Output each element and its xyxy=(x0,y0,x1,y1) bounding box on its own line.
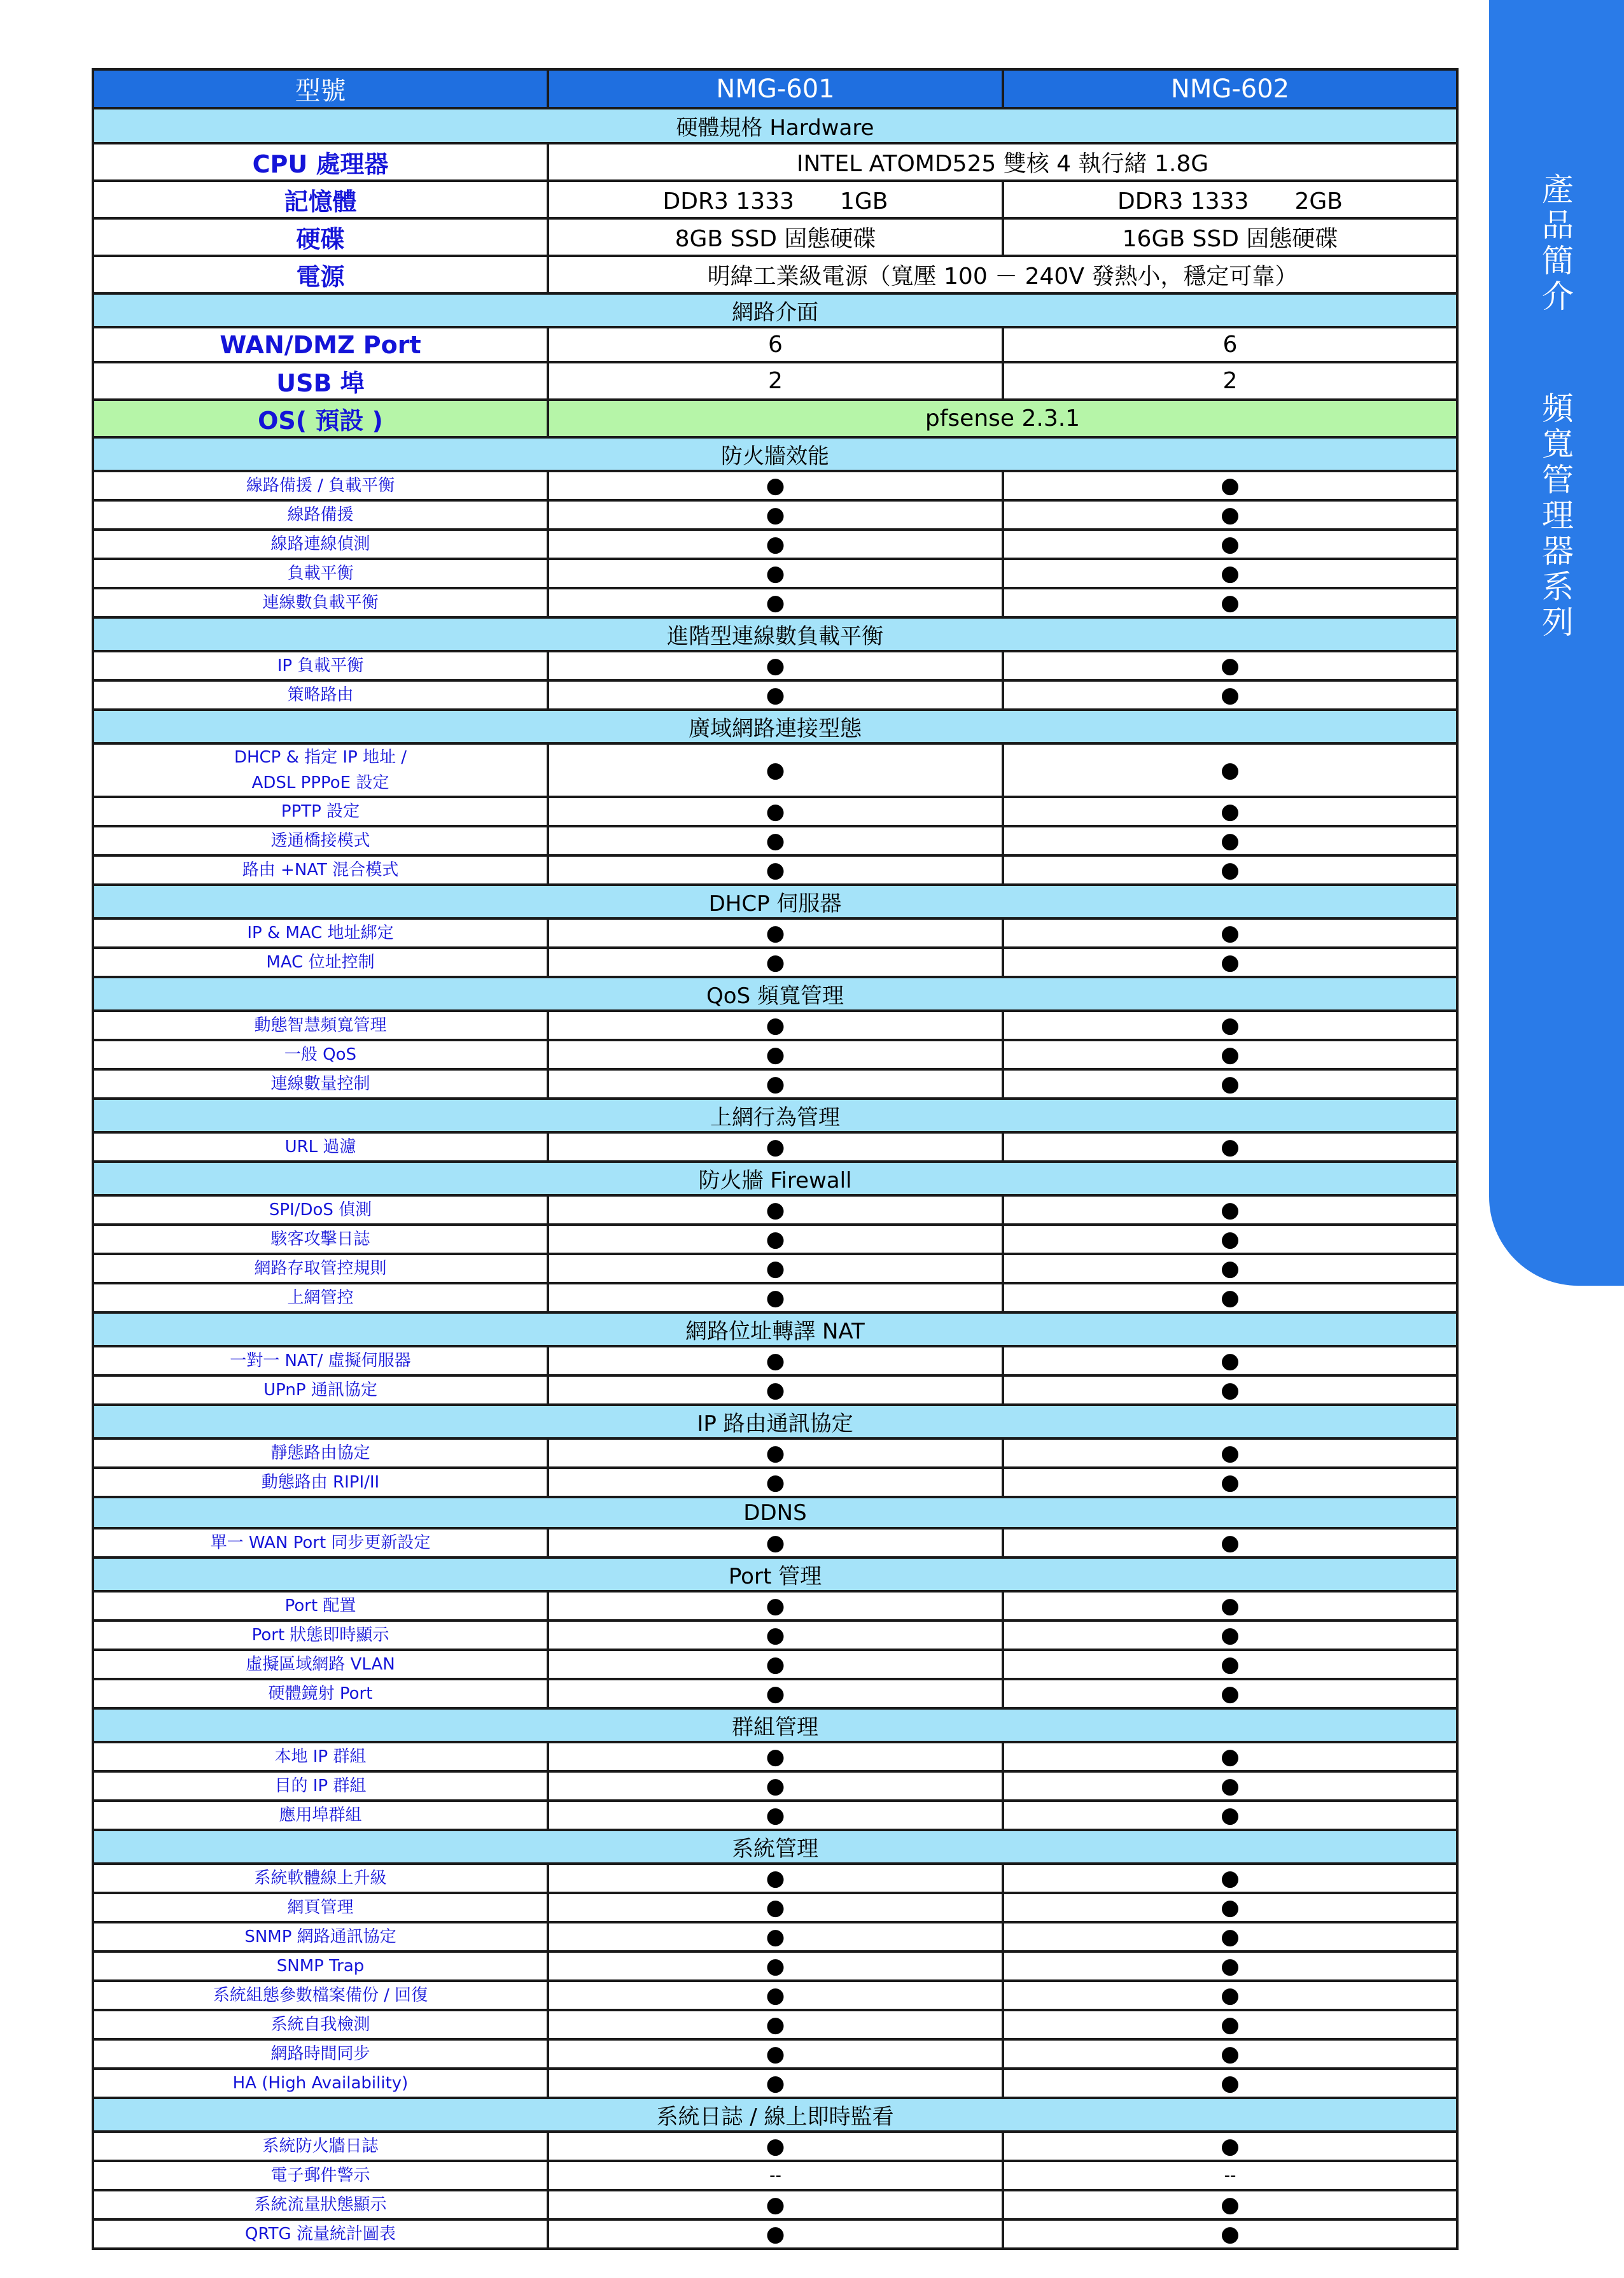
section-header-hardware xyxy=(93,108,1457,143)
supported-mark-model-1: ● xyxy=(548,1981,1003,2010)
feature-row xyxy=(93,1375,1457,1405)
feature-label: 策略路由 xyxy=(93,680,548,710)
feature-row xyxy=(93,1650,1457,1679)
supported-mark-model-2: ● xyxy=(1003,1468,1457,1497)
supported-mark-model-1: ● xyxy=(548,1040,1003,1069)
section-title: 網路介面 xyxy=(93,293,1457,327)
section-header xyxy=(93,1708,1457,1742)
feature-label xyxy=(93,743,548,797)
feature-label: 一對一 NAT/ 虛擬伺服器 xyxy=(93,1346,548,1375)
feature-label: 虛擬區域網路 VLAN xyxy=(93,1650,548,1679)
supported-mark-model-2: ● xyxy=(1003,797,1457,826)
feature-row xyxy=(93,1011,1457,1040)
side-tab-char: 理 xyxy=(1542,497,1574,534)
supported-mark-model-1: ● xyxy=(548,1922,1003,1951)
supported-mark-model-2: ● xyxy=(1003,1893,1457,1922)
feature-label: 動態智慧頻寬管理 xyxy=(93,1011,548,1040)
supported-mark-model-2: ● xyxy=(1003,1621,1457,1650)
spec-row-usb xyxy=(93,362,1457,400)
supported-mark-model-1: ● xyxy=(548,826,1003,855)
feature-row xyxy=(93,1864,1457,1893)
feature-row xyxy=(93,1195,1457,1225)
section-title: Port 管理 xyxy=(93,1557,1457,1591)
supported-mark-model-2: ● xyxy=(1003,1650,1457,1679)
feature-label: HA (High Availability) xyxy=(93,2069,548,2098)
feature-row xyxy=(93,1591,1457,1621)
header-model-2: NMG-602 xyxy=(1003,69,1457,108)
feature-label: 系統組態參數檔案備份 / 回復 xyxy=(93,1981,548,2010)
supported-mark-model-2: ● xyxy=(1003,2010,1457,2039)
supported-mark-model-2: ● xyxy=(1003,1591,1457,1621)
supported-mark-model-2: ● xyxy=(1003,1951,1457,1981)
supported-mark-model-1: ● xyxy=(548,2039,1003,2069)
spec-label: 硬碟 xyxy=(93,218,548,256)
supported-mark-model-2: ● xyxy=(1003,948,1457,977)
supported-mark-model-1: ● xyxy=(548,1011,1003,1040)
supported-mark-model-1: ● xyxy=(548,500,1003,530)
supported-mark-model-1: ● xyxy=(548,1864,1003,1893)
spec-value-2: 16GB SSD 固態硬碟 xyxy=(1003,218,1457,256)
supported-mark-model-1: ● xyxy=(548,1801,1003,1830)
side-tab-label xyxy=(1539,172,1577,640)
section-header xyxy=(93,1497,1457,1528)
spec-value-1: 2 xyxy=(548,362,1003,400)
feature-row xyxy=(93,471,1457,500)
unsupported-mark-model-1: -- xyxy=(548,2161,1003,2190)
feature-row xyxy=(93,855,1457,885)
spec-value-1: 8GB SSD 固態硬碟 xyxy=(548,218,1003,256)
supported-mark-model-2: ● xyxy=(1003,1528,1457,1557)
supported-mark-model-2: ● xyxy=(1003,2039,1457,2069)
supported-mark-model-1: ● xyxy=(548,1951,1003,1981)
supported-mark-model-1: ● xyxy=(548,1346,1003,1375)
side-tab-char: 介 xyxy=(1542,278,1574,315)
side-tab-char: 產 xyxy=(1542,171,1574,208)
feature-row xyxy=(93,1801,1457,1830)
section-header xyxy=(93,1099,1457,1132)
supported-mark-model-2: ● xyxy=(1003,1254,1457,1283)
supported-mark-model-1: ● xyxy=(548,2010,1003,2039)
feature-row xyxy=(93,1951,1457,1981)
section-header xyxy=(93,1830,1457,1864)
supported-mark-model-1: ● xyxy=(548,2132,1003,2161)
feature-label: 線路連線偵測 xyxy=(93,530,548,559)
feature-label: 負載平衡 xyxy=(93,559,548,588)
supported-mark-model-2: ● xyxy=(1003,1195,1457,1225)
feature-label: 電子郵件警示 xyxy=(93,2161,548,2190)
supported-mark-model-1: ● xyxy=(548,2190,1003,2219)
supported-mark-model-1: ● xyxy=(548,1742,1003,1771)
section-title: 網路位址轉譯 NAT xyxy=(93,1312,1457,1346)
feature-row xyxy=(93,530,1457,559)
supported-mark-model-2: ● xyxy=(1003,1981,1457,2010)
supported-mark-model-2: ● xyxy=(1003,2069,1457,2098)
feature-label: 連線數負載平衡 xyxy=(93,588,548,617)
supported-mark-model-2: ● xyxy=(1003,588,1457,617)
section-title: QoS 頻寬管理 xyxy=(93,977,1457,1011)
supported-mark-model-1: ● xyxy=(548,1528,1003,1557)
section-title: IP 路由通訊協定 xyxy=(93,1405,1457,1438)
feature-label: 單一 WAN Port 同步更新設定 xyxy=(93,1528,548,1557)
spec-value-1: 6 xyxy=(548,327,1003,362)
feature-label: Port 狀態即時顯示 xyxy=(93,1621,548,1650)
feature-label: Port 配置 xyxy=(93,1591,548,1621)
spec-value: pfsense 2.3.1 xyxy=(548,400,1457,437)
feature-row xyxy=(93,1742,1457,1771)
supported-mark-model-2: ● xyxy=(1003,826,1457,855)
section-header-network xyxy=(93,293,1457,327)
feature-label: 動態路由 RIPI/II xyxy=(93,1468,548,1497)
side-tab-char: 器 xyxy=(1542,533,1574,570)
feature-row xyxy=(93,1438,1457,1468)
feature-label-line-1: DHCP & 指定 IP 地址 / xyxy=(234,748,407,767)
feature-label: QRTG 流量統計圖表 xyxy=(93,2219,548,2249)
feature-row xyxy=(93,2132,1457,2161)
feature-row xyxy=(93,1981,1457,2010)
supported-mark-model-1: ● xyxy=(548,797,1003,826)
supported-mark-model-2: ● xyxy=(1003,1040,1457,1069)
spec-label: CPU 處理器 xyxy=(93,143,548,181)
feature-row xyxy=(93,2010,1457,2039)
supported-mark-model-1: ● xyxy=(548,1438,1003,1468)
supported-mark-model-2: ● xyxy=(1003,2190,1457,2219)
supported-mark-model-2: ● xyxy=(1003,680,1457,710)
supported-mark-model-2: ● xyxy=(1003,471,1457,500)
feature-label: 系統流量狀態顯示 xyxy=(93,2190,548,2219)
supported-mark-model-2: ● xyxy=(1003,855,1457,885)
spec-label: 記憶體 xyxy=(93,181,548,218)
supported-mark-model-2: ● xyxy=(1003,918,1457,948)
feature-row xyxy=(93,1225,1457,1254)
supported-mark-model-2: ● xyxy=(1003,1438,1457,1468)
feature-label: 網頁管理 xyxy=(93,1893,548,1922)
feature-row xyxy=(93,559,1457,588)
feature-label: 網路存取管控規則 xyxy=(93,1254,548,1283)
supported-mark-model-2: ● xyxy=(1003,1864,1457,1893)
section-title: 系統日誌 / 線上即時監看 xyxy=(93,2098,1457,2132)
feature-label: 應用埠群組 xyxy=(93,1801,548,1830)
feature-label: IP & MAC 地址綁定 xyxy=(93,918,548,948)
feature-label: URL 過濾 xyxy=(93,1132,548,1162)
feature-label: UPnP 通訊協定 xyxy=(93,1375,548,1405)
spec-row-os xyxy=(93,400,1457,437)
supported-mark-model-1: ● xyxy=(548,1679,1003,1708)
supported-mark-model-1: ● xyxy=(548,680,1003,710)
section-header xyxy=(93,437,1457,471)
supported-mark-model-2: ● xyxy=(1003,1069,1457,1099)
side-tab-char: 列 xyxy=(1542,604,1574,641)
supported-mark-model-2: ● xyxy=(1003,743,1457,797)
feature-row xyxy=(93,918,1457,948)
supported-mark-model-1: ● xyxy=(548,559,1003,588)
spec-table xyxy=(92,68,1459,2250)
supported-mark-model-1: ● xyxy=(548,1771,1003,1801)
spec-value-2: 6 xyxy=(1003,327,1457,362)
feature-label: 硬體鏡射 Port xyxy=(93,1679,548,1708)
supported-mark-model-1: ● xyxy=(548,471,1003,500)
spec-row-disk xyxy=(93,218,1457,256)
supported-mark-model-2: ● xyxy=(1003,651,1457,680)
supported-mark-model-2: ● xyxy=(1003,1225,1457,1254)
feature-row xyxy=(93,2161,1457,2190)
side-tab-gap xyxy=(1539,314,1577,391)
supported-mark-model-1: ● xyxy=(548,2069,1003,2098)
supported-mark-model-1: ● xyxy=(548,1621,1003,1650)
feature-row xyxy=(93,1922,1457,1951)
feature-label: 本地 IP 群組 xyxy=(93,1742,548,1771)
spec-value-1: DDR3 1333 1GB xyxy=(548,181,1003,218)
feature-row xyxy=(93,797,1457,826)
feature-row xyxy=(93,1040,1457,1069)
supported-mark-model-1: ● xyxy=(548,1650,1003,1679)
feature-label: 系統自我檢測 xyxy=(93,2010,548,2039)
feature-row xyxy=(93,743,1457,797)
feature-label: 線路備援 xyxy=(93,500,548,530)
feature-row xyxy=(93,2190,1457,2219)
section-header xyxy=(93,1162,1457,1195)
supported-mark-model-1: ● xyxy=(548,948,1003,977)
side-tab-char: 頻 xyxy=(1542,390,1574,427)
feature-row xyxy=(93,1069,1457,1099)
supported-mark-model-2: ● xyxy=(1003,1922,1457,1951)
feature-label: MAC 位址控制 xyxy=(93,948,548,977)
section-title: DDNS xyxy=(93,1497,1457,1528)
supported-mark-model-1: ● xyxy=(548,651,1003,680)
unsupported-mark-model-2: -- xyxy=(1003,2161,1457,2190)
supported-mark-model-2: ● xyxy=(1003,1283,1457,1312)
supported-mark-model-1: ● xyxy=(548,855,1003,885)
supported-mark-model-2: ● xyxy=(1003,1801,1457,1830)
spec-label: USB 埠 xyxy=(93,362,548,400)
spec-label: WAN/DMZ Port xyxy=(93,327,548,362)
feature-label-line-2: ADSL PPPoE 設定 xyxy=(251,773,389,792)
spec-value-2: DDR3 1333 2GB xyxy=(1003,181,1457,218)
section-title: 防火牆 Firewall xyxy=(93,1162,1457,1195)
section-header xyxy=(93,977,1457,1011)
feature-label: 駭客攻擊日誌 xyxy=(93,1225,548,1254)
feature-label: 靜態路由協定 xyxy=(93,1438,548,1468)
feature-label: 網路時間同步 xyxy=(93,2039,548,2069)
section-title: DHCP 伺服器 xyxy=(93,885,1457,918)
header-model-label: 型號 xyxy=(93,69,548,108)
side-tab-char: 簡 xyxy=(1542,243,1574,279)
feature-row xyxy=(93,1679,1457,1708)
supported-mark-model-1: ● xyxy=(548,1283,1003,1312)
supported-mark-model-2: ● xyxy=(1003,2132,1457,2161)
section-header xyxy=(93,885,1457,918)
supported-mark-model-1: ● xyxy=(548,743,1003,797)
feature-label: 一般 QoS xyxy=(93,1040,548,1069)
section-header xyxy=(93,710,1457,743)
supported-mark-model-1: ● xyxy=(548,1195,1003,1225)
supported-mark-model-2: ● xyxy=(1003,2219,1457,2249)
feature-row xyxy=(93,2219,1457,2249)
spec-row-power xyxy=(93,256,1457,293)
supported-mark-model-1: ● xyxy=(548,1893,1003,1922)
supported-mark-model-1: ● xyxy=(548,588,1003,617)
section-title: 廣域網路連接型態 xyxy=(93,710,1457,743)
feature-label: SNMP 網路通訊協定 xyxy=(93,1922,548,1951)
supported-mark-model-2: ● xyxy=(1003,1132,1457,1162)
feature-row xyxy=(93,1283,1457,1312)
supported-mark-model-2: ● xyxy=(1003,559,1457,588)
supported-mark-model-2: ● xyxy=(1003,530,1457,559)
supported-mark-model-1: ● xyxy=(548,1591,1003,1621)
feature-row xyxy=(93,826,1457,855)
feature-row xyxy=(93,1132,1457,1162)
section-title: 上網行為管理 xyxy=(93,1099,1457,1132)
header-row xyxy=(93,69,1457,108)
feature-row xyxy=(93,651,1457,680)
section-header xyxy=(93,1557,1457,1591)
feature-label: 路由 +NAT 混合模式 xyxy=(93,855,548,885)
section-header xyxy=(93,1405,1457,1438)
spec-label: OS( 預設 ) xyxy=(93,400,548,437)
supported-mark-model-2: ● xyxy=(1003,1346,1457,1375)
spec-value-2: 2 xyxy=(1003,362,1457,400)
feature-label: 透通橋接模式 xyxy=(93,826,548,855)
feature-row xyxy=(93,1254,1457,1283)
feature-row xyxy=(93,1893,1457,1922)
supported-mark-model-1: ● xyxy=(548,918,1003,948)
feature-row xyxy=(93,1621,1457,1650)
section-title: 進階型連線數負載平衡 xyxy=(93,617,1457,651)
feature-label: 線路備援 / 負載平衡 xyxy=(93,471,548,500)
spec-row-memory xyxy=(93,181,1457,218)
feature-row xyxy=(93,1346,1457,1375)
feature-label: 目的 IP 群組 xyxy=(93,1771,548,1801)
side-tab-char: 系 xyxy=(1542,568,1574,605)
feature-label: PPTP 設定 xyxy=(93,797,548,826)
feature-row xyxy=(93,1468,1457,1497)
feature-label: 系統軟體線上升級 xyxy=(93,1864,548,1893)
spec-value: 明緯工業級電源（寬壓 100 － 240V 發熱小，穩定可靠） xyxy=(548,256,1457,293)
section-title: 硬體規格 Hardware xyxy=(93,108,1457,143)
section-header xyxy=(93,2098,1457,2132)
supported-mark-model-1: ● xyxy=(548,530,1003,559)
feature-row xyxy=(93,680,1457,710)
section-header xyxy=(93,1312,1457,1346)
feature-label: 連線數量控制 xyxy=(93,1069,548,1099)
supported-mark-model-1: ● xyxy=(548,1468,1003,1497)
supported-mark-model-2: ● xyxy=(1003,1679,1457,1708)
supported-mark-model-2: ● xyxy=(1003,1375,1457,1405)
supported-mark-model-1: ● xyxy=(548,1225,1003,1254)
spec-row-wan xyxy=(93,327,1457,362)
section-title: 系統管理 xyxy=(93,1830,1457,1864)
feature-row xyxy=(93,588,1457,617)
supported-mark-model-1: ● xyxy=(548,1375,1003,1405)
supported-mark-model-2: ● xyxy=(1003,500,1457,530)
supported-mark-model-2: ● xyxy=(1003,1771,1457,1801)
feature-label: SPI/DoS 偵測 xyxy=(93,1195,548,1225)
spec-value: INTEL ATOMD525 雙核 4 執行緒 1.8G xyxy=(548,143,1457,181)
supported-mark-model-1: ● xyxy=(548,1069,1003,1099)
feature-label: 上網管控 xyxy=(93,1283,548,1312)
supported-mark-model-1: ● xyxy=(548,1254,1003,1283)
side-tab-char: 寬 xyxy=(1542,426,1574,463)
feature-row xyxy=(93,1528,1457,1557)
supported-mark-model-2: ● xyxy=(1003,1011,1457,1040)
spec-row-cpu xyxy=(93,143,1457,181)
header-model-1: NMG-601 xyxy=(548,69,1003,108)
feature-label: SNMP Trap xyxy=(93,1951,548,1981)
feature-row xyxy=(93,1771,1457,1801)
feature-row xyxy=(93,2069,1457,2098)
supported-mark-model-1: ● xyxy=(548,1132,1003,1162)
feature-label: IP 負載平衡 xyxy=(93,651,548,680)
section-title: 防火牆效能 xyxy=(93,437,1457,471)
section-header xyxy=(93,617,1457,651)
feature-row xyxy=(93,948,1457,977)
side-tab-char: 品 xyxy=(1542,207,1574,244)
supported-mark-model-2: ● xyxy=(1003,1742,1457,1771)
supported-mark-model-1: ● xyxy=(548,2219,1003,2249)
feature-row xyxy=(93,2039,1457,2069)
side-tab-char: 管 xyxy=(1542,461,1574,498)
spec-label: 電源 xyxy=(93,256,548,293)
section-title: 群組管理 xyxy=(93,1708,1457,1742)
feature-row xyxy=(93,500,1457,530)
feature-label: 系統防火牆日誌 xyxy=(93,2132,548,2161)
